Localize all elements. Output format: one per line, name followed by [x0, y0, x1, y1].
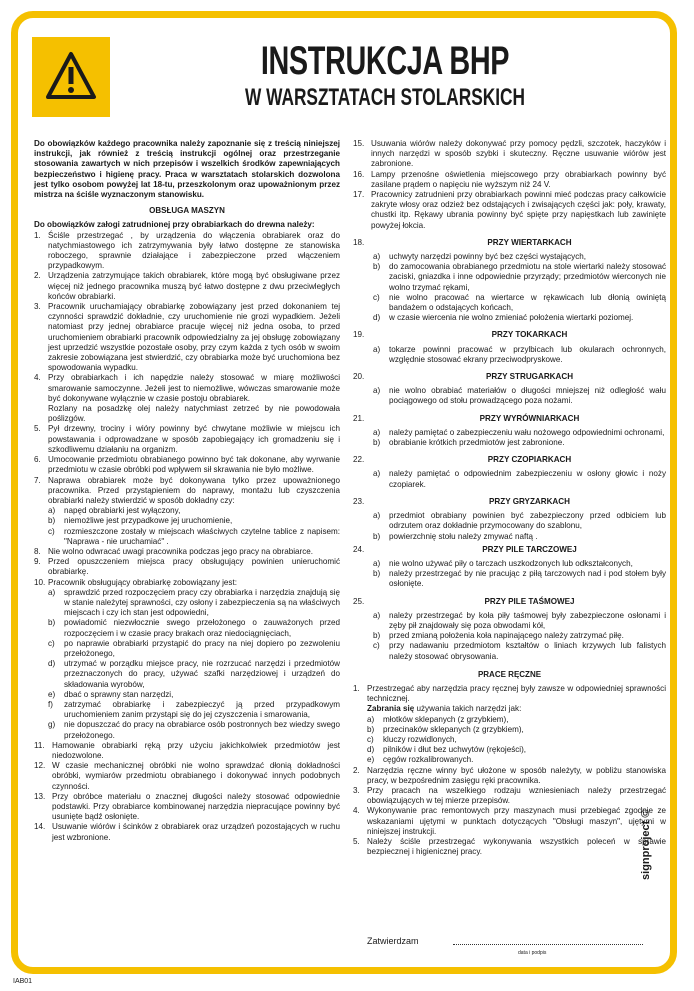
brand-label: signproject © — [640, 809, 652, 880]
machine-heading: 21. PRZY WYRÓWNIARKACH — [353, 413, 580, 423]
sub-item: c) przy nadawaniu przedmiotom kształtów o liniach krzywych lub falistych należy stosować obrysowania. — [373, 641, 666, 661]
signature-caption: data i podpis — [518, 950, 547, 956]
sub-item: d) pilników i dłut bez uchwytów (rękojeści), — [367, 745, 527, 755]
sub-item: d) utrzymać w porządku miejsce pracy, nie rozrzucać narzędzi i przedmiotów przeznaczonych do pracy, używać szafki narzędziowej i urządzeń do składowania wyrobów, — [48, 659, 340, 689]
list-item: 17. Pracownicy zatrudnieni przy obrabiarkach powinni mieć podczas pracy całkowicie zakryte włosy oraz odzież bez odstających i zwisających części jak: poły, krawaty, chustki itp. Rękawy ubrania powinny być spięte przy napięstkach lub zawinięte powyżej łokcia. — [353, 190, 666, 230]
page-title: INSTRUKCJA BHP — [260, 39, 510, 83]
list-item: 4. Przy obrabiarkach i ich napędzie należy stosować w miarę możliwości smarowanie samoczynne. Jeżeli jest to niemożliwe, wówczas smarowanie może być dokonywane wyłącznie w czasie postoju obrabiarek. — [34, 373, 340, 403]
sub-item: a) tokarze powinni pracować w przylbicach lub okularach ochronnych, względnie stosować ekrany przeciwodpryskowe. — [373, 344, 666, 364]
section-lead: Do obowiązków załogi zatrudnionej przy obrabiarkach do drewna należy: — [34, 220, 315, 230]
sub-item: a) nie wolno obrabiać materiałów o długości mniejszej niż odległość wału pociągowego od stołu prowadzącego poza nożami. — [373, 386, 666, 406]
list-item: 13. Przy obróbce materiału o znacznej długości należy stosować odpowiednie podstawki. Przy obrabiarce kombinowanej narzędzia niepracujące powinny być usunięte bądź osłonięte. — [34, 791, 340, 822]
sub-item: b) powierzchnię stołu należy zmywać naftą . — [373, 531, 538, 541]
ban-lead: Zabrania się używania takich narzędzi jak: — [367, 704, 522, 714]
signature-line — [453, 944, 643, 945]
list-item: 1. Ściśle przestrzegać , by urządzenia do włączenia obrabiarek oraz do natychmiastowego ich zatrzymywania były łatwo dostępne ze stanowiska roboczego, sprawnie działające i zabezpieczone przed włączeniem przypadkowym. — [34, 230, 340, 271]
list-item: 14. Usuwanie wiórów i ścinków z obrabiarek oraz urządzeń pozostających w ruchu jest wzbronione. — [34, 822, 340, 842]
sub-item: b) obrabianie krótkich przedmiotów jest zabronione. — [373, 438, 565, 448]
page-subtitle: W WARSZTATACH STOLARSKICH — [245, 84, 525, 111]
sub-item: a) sprawdzić przed rozpoczęciem pracy czy obrabiarka i narzędzia znajdują się w stanie należytej sprawności, czy osłony i zabezpieczenia są na właściwych miejscach i czy ich stan jest odpowiedni, — [48, 587, 340, 618]
machine-heading: 20. PRZY STRUGARKACH — [353, 372, 574, 382]
signature-label: Zatwierdzam — [367, 936, 419, 946]
list-item: 11. Hamowanie obrabiarki ręką przy użyciu jakichkolwiek przedmiotów jest niedozwolone. — [34, 740, 340, 760]
sub-item: b) do zamocowania obrabianego przedmiotu na stole wiertarki należy stosować zaciski, gniazdka i inne odpowiednie przyrządy; przedmiotów wierconych nie wolno trzymać rękami, — [373, 262, 666, 292]
section-heading-prace-reczne: PRACE RĘCZNE — [477, 669, 542, 679]
sub-item: a) nie wolno używać piły o tarczach uszkodzonych lub odkształconych, — [373, 558, 633, 568]
sub-item: f) zatrzymać obrabiarkę i zabezpieczyć ją przed przypadkowym uruchomieniem zanim przystąpi się do jej czyszczenia i smarowania, — [48, 699, 340, 720]
list-item: 4. Wykonywanie prac remontowych przy maszynach musi przebiegać zgodnie ze wskazaniami ujętymi w punktach dotyczących "Obsługi maszyn", ujętymi w niniejszej instrukcji. — [353, 806, 666, 836]
sub-item: c) rozmieszczone zostały w miejscach właściwych czytelne tablice z napisem: "Naprawa - nie uruchamiać" . — [48, 526, 340, 546]
title-block — [160, 38, 610, 112]
sub-item: e) cęgów rozkalibrowanych. — [367, 755, 474, 765]
intro-paragraph: Do obowiązków każdego pracownika należy zapoznanie się z treścią niniejszej instrukcji, jak również z treścią instrukcji ogólnej oraz przestrzeganie stosowania zawartych w nich przepisów i wszelkich środków zapewniających bezpieczeństwo i higienę pracy. Praca w warsztatach stolarskich dozwolona jest tylko osobom powyżej lat 18-tu, przeszkolonym oraz upoważnionym przez mistrza na ściśle wyznaczonym stanowisku. — [34, 139, 340, 200]
list-item: 5. Należy ściśle przestrzegać wykonywania wszystkich poleceń w sprawie bezpiecznej i higienicznej pracy. — [353, 836, 666, 857]
sub-item: b) należy przestrzegać by nie pracując z piłą tarczowych nad i pod stołem były osłonięte. — [373, 569, 666, 589]
sub-item: c) kluczy rozwidlonych, — [367, 734, 457, 744]
list-item: 6. Umocowanie przedmiotu obrabianego powinno być tak dokonane, aby wyrwanie przedmiotu w czasie obróbki pod wpływem sił skrawania nie było możliwe. — [34, 455, 340, 475]
left-column — [34, 139, 340, 843]
section-heading-obsluga: OBSŁUGA MASZYN — [149, 206, 225, 216]
machine-heading: 18. PRZY WIERTARKACH — [353, 237, 572, 247]
list-item: 3. Przy pracach na wszelkiego rodzaju wzniesieniach należy przestrzegać obowiązujących w tej mierze przepisów. — [353, 785, 666, 806]
sub-item: a) należy przestrzegać by koła piły taśmowej były zabezpieczone osłonami i zęby pił znajdowały się poza obwodami kół, — [373, 610, 666, 630]
sub-item: c) po naprawie obrabiarki przystąpić do pracy na niej dopiero po zezwoleniu przełożonego, — [48, 638, 340, 658]
sub-item: d) w czasie wiercenia nie wolno zmieniać położenia wiertarki poziomej. — [373, 313, 634, 323]
machine-heading: 23. PRZY GRYZARKACH — [353, 496, 570, 506]
list-item: 5. Pył drzewny, trociny i wióry powinny być chwytane możliwie w miejscu ich powstawania i odprowadzane w sposób zapobiegający ich gromadzeniu się i szkodliwemu działaniu na organizm. — [34, 424, 340, 454]
list-item: 12. W czasie mechanicznej obróbki nie wolno sprawdzać dłonią dokładności obróbki, wymiarów przedmiotu obrabianego i dokonywać innych podobnych czynności. — [34, 761, 340, 791]
sub-item: b) powiadomić niezwłocznie swego przełożonego o zauważonych przed rozpoczęciem i w czasie pracy brakach oraz niedociągnięciach, — [48, 618, 340, 638]
list-item: 7. Naprawa obrabiarek może być dokonywana tylko przez upoważnionego pracownika. Przed przystąpieniem do naprawy, montażu lub czyszczenia obrabiarki należy stwierdzić w sposób dokładny czy: — [34, 475, 340, 505]
sub-item: a) napęd obrabiarki jest wyłączony, — [48, 506, 181, 516]
list-item: 2. Urządzenia zatrzymujące takich obrabiarek, które mogą być obsługiwane przez więcej niż jednego pracownika muszą być łatwo dostępne z dwu przeciwległych końców obrabiarki. — [34, 271, 340, 301]
list-item: 9. Przed opuszczeniem miejsca pracy obsługujący powinien unieruchomić obrabiarkę. — [34, 557, 340, 577]
sub-item: a) uchwyty narzędzi powinny być bez części wystających, — [373, 252, 587, 262]
machine-heading: 19. PRZY TOKARKACH — [353, 330, 568, 340]
list-item-note: Rozlany na posadzkę olej należy natychmiast zetrzeć by nie powodowała poślizgów. — [48, 404, 340, 424]
sub-item: b) niemożliwe jest przypadkowe jej uruchomienie, — [48, 516, 233, 526]
sub-item: e) dbać o sprawny stan narzędzi, — [48, 689, 174, 699]
sub-item: c) nie wolno pracować na wiertarce w rękawicach lub dłonią owiniętą bandażem o odstających końcach, — [373, 292, 666, 313]
sub-item: a) przedmiot obrabiany powinien być zabezpieczony przed odbiciem lub odrzutem oraz dokładnie przymocowany do szablonu, — [373, 511, 666, 531]
warning-badge — [32, 37, 110, 117]
sub-item: g) nie dopuszczać do pracy na obrabiarce osób postronnych bez wiedzy swego przełożonego. — [48, 720, 340, 740]
warning-triangle-icon — [45, 51, 97, 101]
sub-item: a) młotków sklepanych (z grzybkiem), — [367, 714, 509, 724]
machine-heading: 25. PRZY PILE TAŚMOWEJ — [353, 596, 575, 606]
list-item: 1. Przestrzegać aby narzędzia pracy ręcznej były zawsze w odpowiedniej sprawności technicznej. — [353, 683, 666, 704]
sub-item: a) należy pamiętać o zabezpieczeniu wału nożowego odpowiednimi ochronami, — [373, 427, 665, 437]
sub-item: b) przecinaków sklepanych (z grzybkiem), — [367, 724, 524, 734]
list-item: 8. Nie wolno odwracać uwagi pracownika podczas jego pracy na obrabiarce. — [34, 546, 313, 556]
product-code: IAB01 — [13, 978, 33, 985]
right-column — [353, 139, 666, 857]
machine-heading: 24. PRZY PILE TARCZOWEJ — [353, 544, 577, 554]
list-item: 15. Usuwania wiórów należy dokonywać przy pomocy pędzli, szczotek, haczyków i innych narzędzi w sposób szybki i skuteczny. Ręczne usuwanie wiórów jest zabronione. — [353, 139, 666, 169]
list-item: 10. Pracownik obsługujący obrabiarkę zobowiązany jest: — [34, 577, 237, 587]
list-item: 2. Narzędzia ręczne winny być ułożone w sposób należyty, w pobliżu stanowiska pracy, w bezpośrednim zasięgu ręki pracownika. — [353, 765, 666, 785]
machine-heading: 22. PRZY CZOPIARKACH — [353, 455, 572, 465]
sub-item: a) należy pamiętać o odpowiednim zabezpieczeniu w osłony głowic i noży czopiarek. — [373, 469, 666, 489]
list-item: 3. Pracownik uruchamiający obrabiarkę zobowiązany jest przed dokonaniem tej czynności sprawdzić dokładnie, czy uruchomienie nie grozi wypadkiem. Jeżeli natomiast przy jednej obrabiarce pracuje więcej niż jedna osoba, to przed uruchomieniem obrabiarki pracownik odpowiedzialny za jej obsługę zobowiązany jest uprzedzić wszystkie pozostałe osoby, przy czym każda z tych osób w swoim zakresie zobowiązana jest stwierdzić, czy obrabiarka może być uruchomiona bez spowodowania wypadku. — [34, 302, 340, 373]
list-item: 16. Lampy przenośne oświetlenia miejscowego przy obrabiarkach powinny być zasilane prądem o napięciu nie wyższym niż 24 V. — [353, 169, 666, 189]
sub-item: b) przed zmianą położenia koła napinającego należy zatrzymać piłę. — [373, 631, 624, 641]
